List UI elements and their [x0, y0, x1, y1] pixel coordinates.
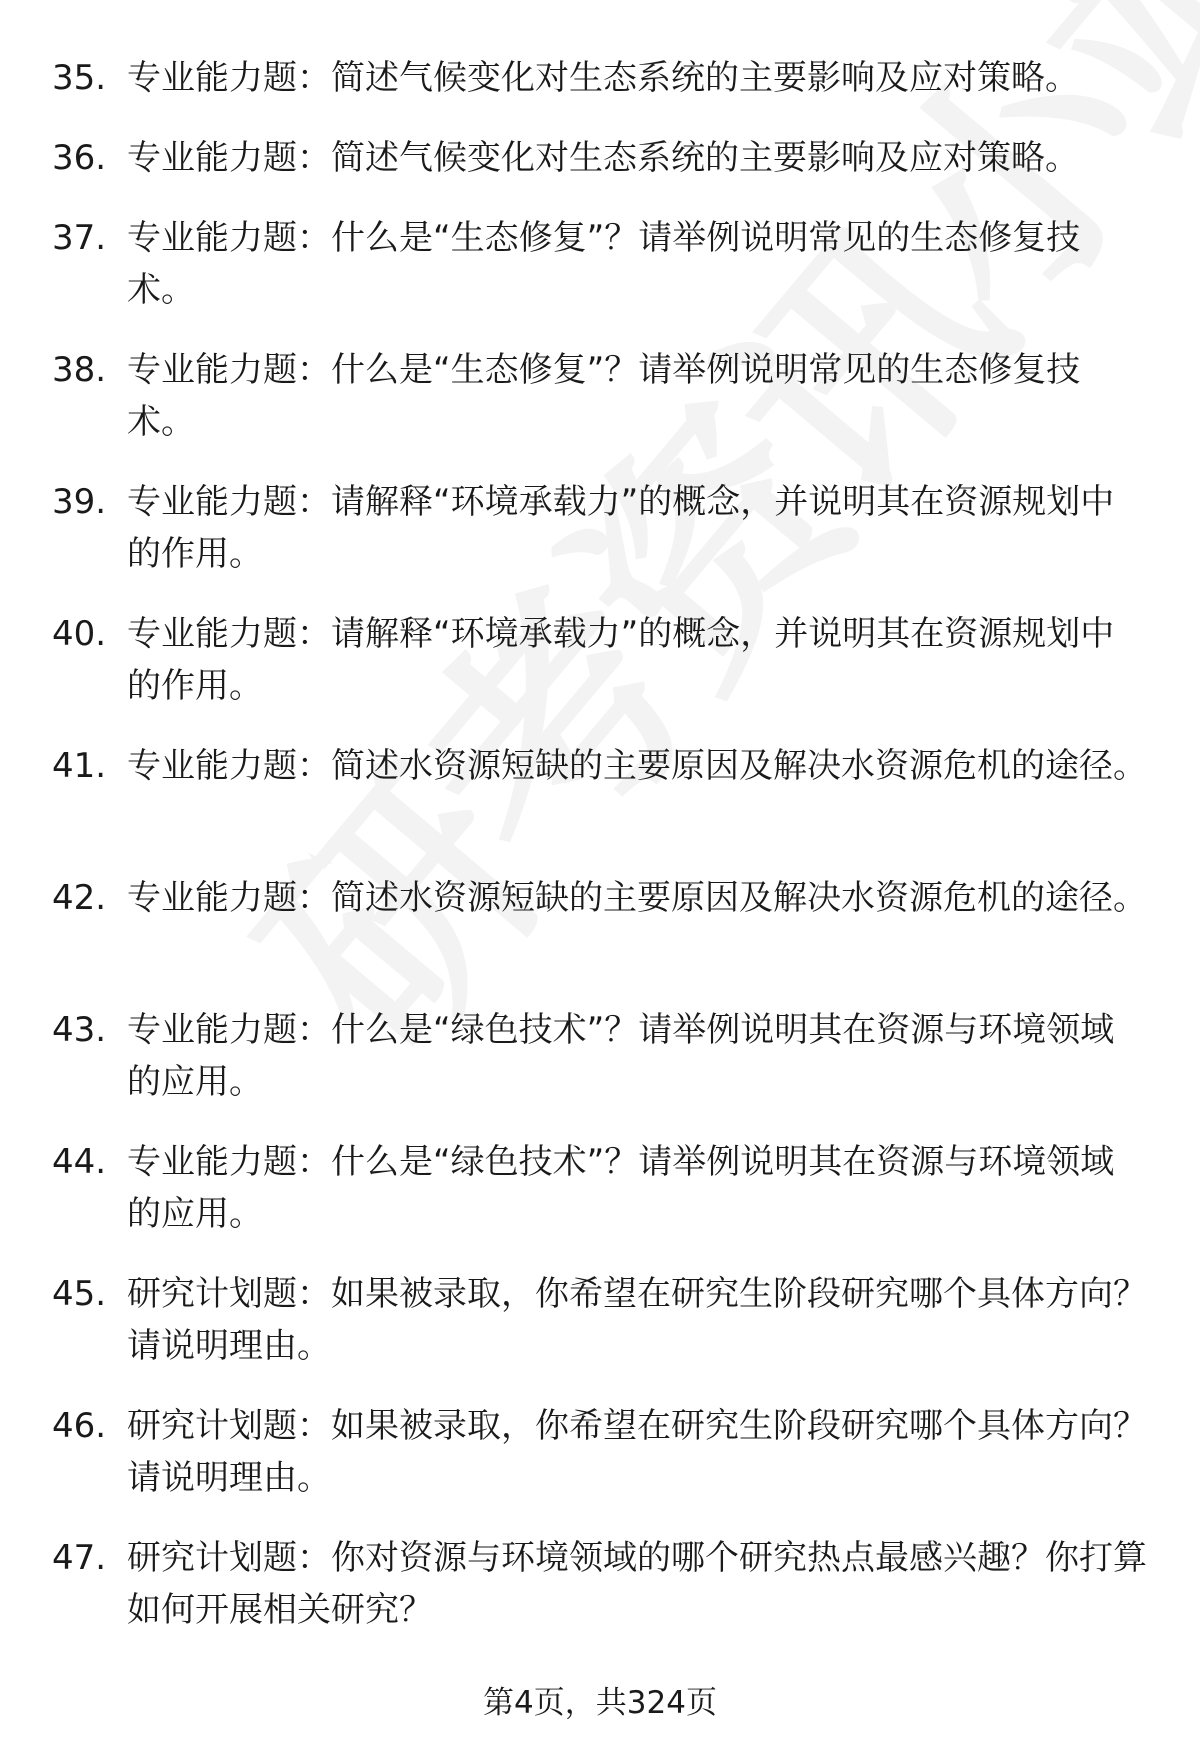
question-number: 42.	[52, 878, 107, 918]
page-number-label: 第4页，共324页	[483, 1685, 717, 1721]
question-text: 专业能力题：什么是“绿色技术”？请举例说明其在资源与环境领域的应用。	[127, 1010, 1115, 1102]
page-footer	[0, 1680, 1200, 1726]
question-text: 专业能力题：什么是“生态修复”？请举例说明常见的生态修复技术。	[127, 218, 1081, 310]
question-text: 研究计划题：如果被录取，你希望在研究生阶段研究哪个具体方向？请说明理由。	[127, 1406, 1147, 1498]
question-number: 38.	[52, 350, 107, 390]
question-list	[0, 52, 1200, 1664]
question-number: 41.	[52, 746, 107, 786]
question-text: 专业能力题：什么是“生态修复”？请举例说明常见的生态修复技术。	[127, 350, 1081, 442]
question-number: 44.	[52, 1142, 107, 1182]
question-item	[0, 740, 1200, 872]
question-item	[0, 344, 1200, 476]
question-text: 专业能力题：什么是“绿色技术”？请举例说明其在资源与环境领域的应用。	[127, 1142, 1115, 1234]
question-number: 35.	[52, 58, 107, 98]
question-text: 专业能力题：请解释“环境承载力”的概念，并说明其在资源规划中的作用。	[127, 482, 1115, 574]
question-text: 专业能力题：简述水资源短缺的主要原因及解决水资源危机的途径。	[127, 746, 1147, 786]
question-number: 39.	[52, 482, 107, 522]
question-item	[0, 212, 1200, 344]
question-item	[0, 608, 1200, 740]
question-item	[0, 132, 1200, 212]
question-item	[0, 1268, 1200, 1400]
question-item	[0, 476, 1200, 608]
question-text: 研究计划题：你对资源与环境领域的哪个研究热点最感兴趣？你打算如何开展相关研究？	[127, 1538, 1147, 1630]
question-text: 专业能力题：请解释“环境承载力”的概念，并说明其在资源规划中的作用。	[127, 614, 1115, 706]
question-number: 36.	[52, 138, 107, 178]
question-text: 研究计划题：如果被录取，你希望在研究生阶段研究哪个具体方向？请说明理由。	[127, 1274, 1147, 1366]
question-text: 专业能力题：简述气候变化对生态系统的主要影响及应对策略。	[127, 138, 1079, 178]
question-item	[0, 1136, 1200, 1268]
question-number: 47.	[52, 1538, 107, 1578]
question-item	[0, 1532, 1200, 1664]
question-item	[0, 52, 1200, 132]
question-text: 专业能力题：简述水资源短缺的主要原因及解决水资源危机的途径。	[127, 878, 1147, 918]
question-number: 37.	[52, 218, 107, 258]
question-item	[0, 872, 1200, 1004]
question-number: 40.	[52, 614, 107, 654]
question-number: 43.	[52, 1010, 107, 1050]
question-item	[0, 1004, 1200, 1136]
question-number: 46.	[52, 1406, 107, 1446]
question-item	[0, 1400, 1200, 1532]
question-number: 45.	[52, 1274, 107, 1314]
question-text: 专业能力题：简述气候变化对生态系统的主要影响及应对策略。	[127, 58, 1079, 98]
